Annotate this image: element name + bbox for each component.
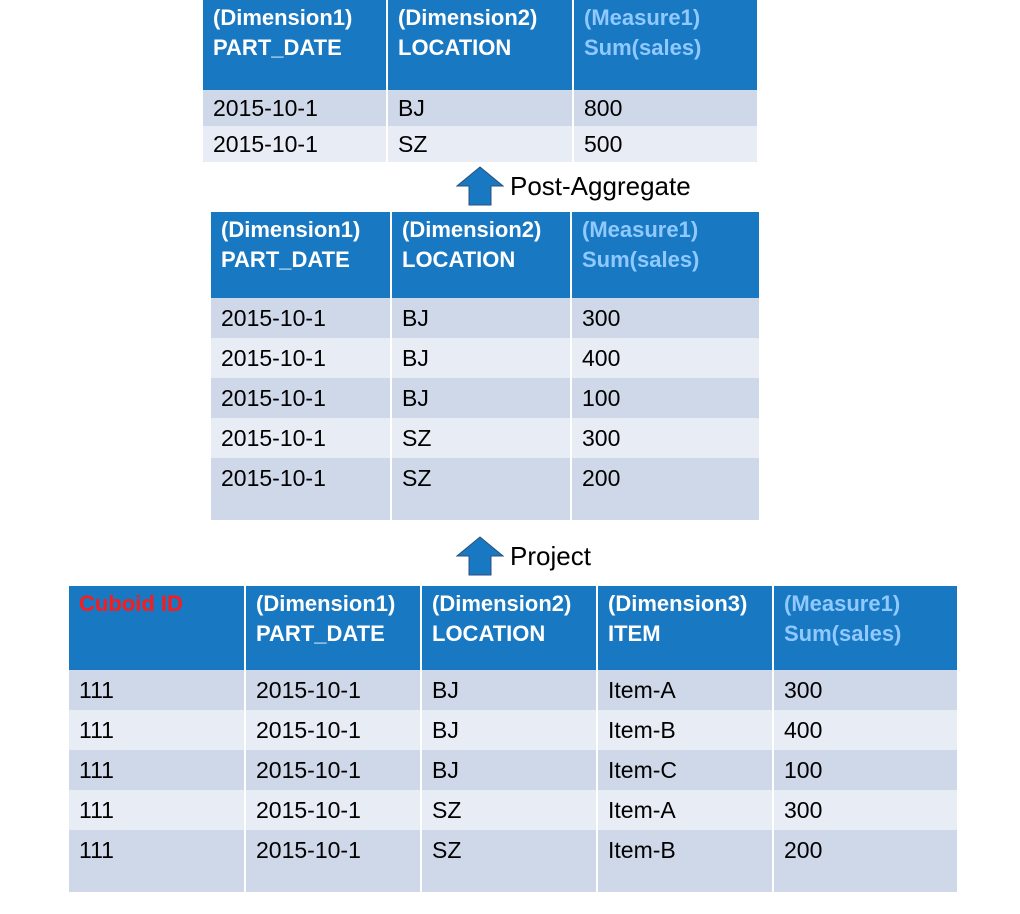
table-row xyxy=(211,298,759,338)
table-row xyxy=(69,790,957,830)
header-field: PART_DATE xyxy=(221,247,350,272)
cell-sum-sales: 300 xyxy=(773,790,957,830)
cell-sum-sales: 200 xyxy=(773,830,957,892)
header-sum-sales xyxy=(571,212,759,298)
header-sum-sales xyxy=(773,586,957,670)
header-role: (Measure1) xyxy=(584,5,701,30)
cell-location: SZ xyxy=(421,790,597,830)
cell-part-date: 2015-10-1 xyxy=(211,418,391,458)
table-row xyxy=(211,458,759,520)
header-role: (Dimension2) xyxy=(398,5,538,30)
cell-cuboid-id: 111 xyxy=(69,670,245,710)
projected-table xyxy=(211,212,759,520)
cell-part-date: 2015-10-1 xyxy=(203,126,387,162)
table-row xyxy=(69,750,957,790)
cell-sum-sales: 100 xyxy=(571,378,759,418)
cell-location: SZ xyxy=(387,126,573,162)
header-role: (Dimension1) xyxy=(256,591,396,616)
cell-part-date: 2015-10-1 xyxy=(245,750,421,790)
header-field: LOCATION xyxy=(402,247,516,272)
header-role: (Dimension1) xyxy=(221,217,361,242)
header-role: (Dimension2) xyxy=(432,591,572,616)
header-field: Sum(sales) xyxy=(584,35,702,60)
cell-part-date: 2015-10-1 xyxy=(211,338,391,378)
cell-sum-sales: 800 xyxy=(573,90,757,126)
cell-part-date: 2015-10-1 xyxy=(245,670,421,710)
header-field: ITEM xyxy=(608,621,661,646)
cell-sum-sales: 500 xyxy=(573,126,757,162)
cell-location: SZ xyxy=(391,458,571,520)
cell-location: BJ xyxy=(421,710,597,750)
cell-location: SZ xyxy=(391,418,571,458)
cuboid-table xyxy=(69,586,957,892)
header-part-date xyxy=(245,586,421,670)
table-row xyxy=(203,90,757,126)
cell-sum-sales: 300 xyxy=(773,670,957,710)
cell-part-date: 2015-10-1 xyxy=(211,458,391,520)
header-part-date xyxy=(211,212,391,298)
cell-part-date: 2015-10-1 xyxy=(211,298,391,338)
cell-location: SZ xyxy=(421,830,597,892)
cell-sum-sales: 300 xyxy=(571,298,759,338)
header-field: PART_DATE xyxy=(256,621,385,646)
step-label: Project xyxy=(510,540,591,571)
header-item xyxy=(597,586,773,670)
table-row xyxy=(211,378,759,418)
header-location xyxy=(387,0,573,90)
up-arrow-icon xyxy=(456,536,504,576)
cell-part-date: 2015-10-1 xyxy=(203,90,387,126)
cell-cuboid-id: 111 xyxy=(69,710,245,750)
cell-item: Item-B xyxy=(597,830,773,892)
cell-location: BJ xyxy=(391,378,571,418)
table-row xyxy=(69,670,957,710)
cell-sum-sales: 200 xyxy=(571,458,759,520)
header-role: (Measure1) xyxy=(582,217,699,242)
header-field: Sum(sales) xyxy=(784,621,902,646)
header-field: Cuboid ID xyxy=(79,591,183,616)
cell-item: Item-A xyxy=(597,670,773,710)
header-field: LOCATION xyxy=(432,621,546,646)
header-field: PART_DATE xyxy=(213,35,342,60)
step-label: Post-Aggregate xyxy=(510,170,691,201)
header-sum-sales xyxy=(573,0,757,90)
table-row xyxy=(203,126,757,162)
cell-cuboid-id: 111 xyxy=(69,790,245,830)
up-arrow-icon xyxy=(456,166,504,206)
post-aggregate-step xyxy=(456,166,691,206)
cell-part-date: 2015-10-1 xyxy=(245,790,421,830)
table-row xyxy=(211,338,759,378)
cell-part-date: 2015-10-1 xyxy=(245,830,421,892)
cell-cuboid-id: 111 xyxy=(69,750,245,790)
header-location xyxy=(391,212,571,298)
header-role: (Dimension1) xyxy=(213,5,353,30)
project-step xyxy=(456,536,591,576)
header-location xyxy=(421,586,597,670)
cell-location: BJ xyxy=(421,750,597,790)
cell-location: BJ xyxy=(421,670,597,710)
post-aggregate-table xyxy=(203,0,757,162)
cell-sum-sales: 400 xyxy=(571,338,759,378)
cell-part-date: 2015-10-1 xyxy=(245,710,421,750)
cell-sum-sales: 100 xyxy=(773,750,957,790)
header-role: (Measure1) xyxy=(784,591,901,616)
cell-location: BJ xyxy=(391,338,571,378)
cell-item: Item-C xyxy=(597,750,773,790)
cell-sum-sales: 300 xyxy=(571,418,759,458)
cell-item: Item-A xyxy=(597,790,773,830)
cell-part-date: 2015-10-1 xyxy=(211,378,391,418)
header-part-date xyxy=(203,0,387,90)
header-cuboid-id xyxy=(69,586,245,670)
cell-item: Item-B xyxy=(597,710,773,750)
cell-location: BJ xyxy=(387,90,573,126)
header-field: Sum(sales) xyxy=(582,247,700,272)
cell-location: BJ xyxy=(391,298,571,338)
table-row xyxy=(211,418,759,458)
header-role: (Dimension3) xyxy=(608,591,748,616)
table-row xyxy=(69,710,957,750)
cell-sum-sales: 400 xyxy=(773,710,957,750)
header-field: LOCATION xyxy=(398,35,512,60)
header-role: (Dimension2) xyxy=(402,217,542,242)
cell-cuboid-id: 111 xyxy=(69,830,245,892)
table-row xyxy=(69,830,957,892)
